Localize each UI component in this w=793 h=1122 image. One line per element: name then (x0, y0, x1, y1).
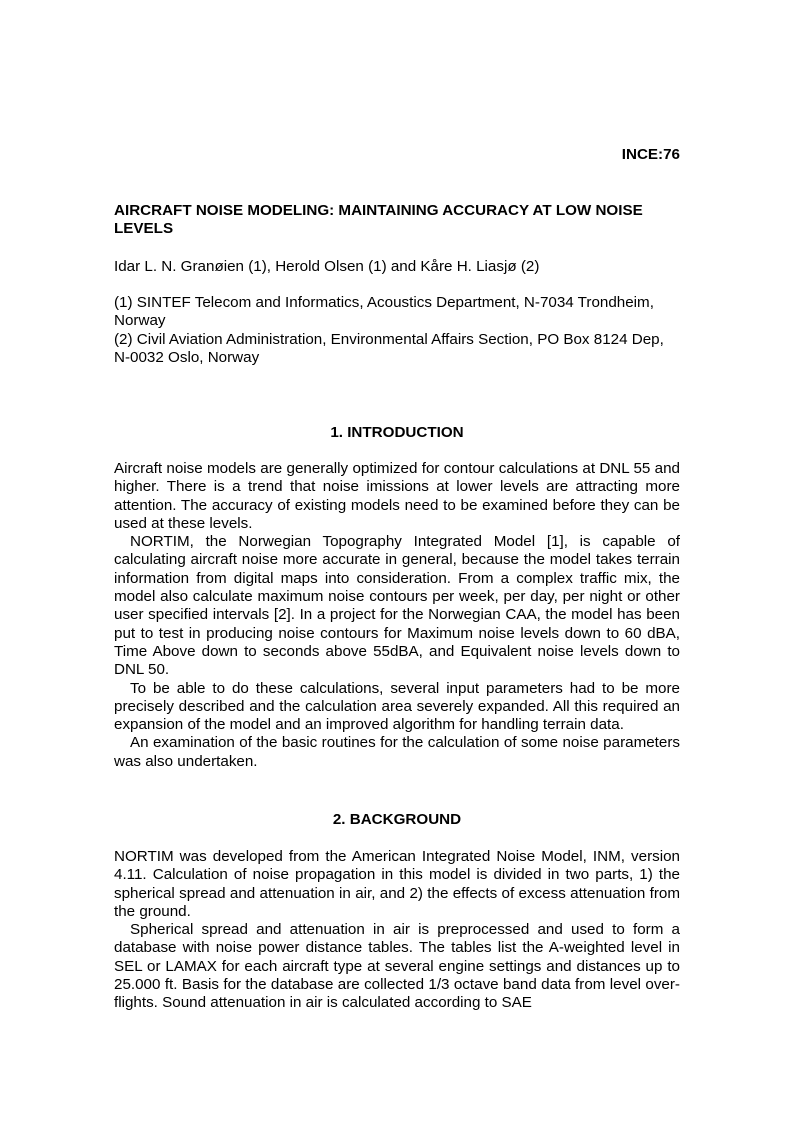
paper-id: INCE:76 (621, 146, 680, 163)
affiliation-1: (1) SINTEF Telecom and Informatics, Acoustics Department, N-7034 Trondheim, Norway (114, 294, 654, 330)
paragraph: Aircraft noise models are generally optimized for contour calculations at DNL 55 and higher. There is a trend that noise imissions at lower levels are attracting more attention. The accuracy of existing models need to be examined before they can be used at these levels. (114, 460, 680, 532)
author-list: Idar L. N. Granøien (1), Herold Olsen (1) and Kåre H. Liasjø (2) (114, 258, 540, 275)
paragraph: To be able to do these calculations, several input parameters had to be more precisely described and the calculation area severely expanded. All this required an expansion of the model and an improved algorithm for handling terrain data. (114, 679, 680, 734)
paper-title: AIRCRAFT NOISE MODELING: MAINTAINING ACCURACY AT LOW NOISE LEVELS (114, 202, 643, 238)
section-body-background (114, 848, 680, 1013)
paragraph: Spherical spread and attenuation in air is preprocessed and used to form a database with noise power distance tables. The tables list the A-weighted level in SEL or LAMAX for each aircraft type at several engine settings and distances up to 25.000 ft. Basis for the database are collected 1/3 octave band data from level over-flights. Sound attenuation in air is calculated according to SAE (114, 921, 680, 1012)
paragraph: NORTIM was developed from the American Integrated Noise Model, INM, version 4.11. Calculation of noise propagation in this model is divided in two parts, 1) the spherical spread and attenuation in air, and 2) the effects of excess attenuation from the ground. (114, 848, 680, 920)
affiliation-2: (2) Civil Aviation Administration, Environmental Affairs Section, PO Box 8124 Dep, N-0032 Oslo, Norway (114, 330, 664, 366)
section-body-introduction (114, 460, 680, 771)
section-heading-introduction: 1. INTRODUCTION (330, 424, 464, 441)
affiliations (114, 294, 684, 367)
paragraph: An examination of the basic routines for the calculation of some noise parameters was also undertaken. (114, 734, 680, 770)
section-heading-background: 2. BACKGROUND (332, 811, 462, 828)
paragraph: NORTIM, the Norwegian Topography Integrated Model [1], is capable of calculating aircraft noise more accurate in general, because the model takes terrain information from digital maps into consideration. From a complex traffic mix, the model also calculate maximum noise contours per week, per day, per night or other user specified intervals [2]. In a project for the Norwegian CAA, the model has been put to test in producing noise contours for Maximum noise levels down to 60 dBA, Time Above down to seconds above 55dBA, and Equivalent noise levels down to DNL 50. (114, 533, 680, 679)
